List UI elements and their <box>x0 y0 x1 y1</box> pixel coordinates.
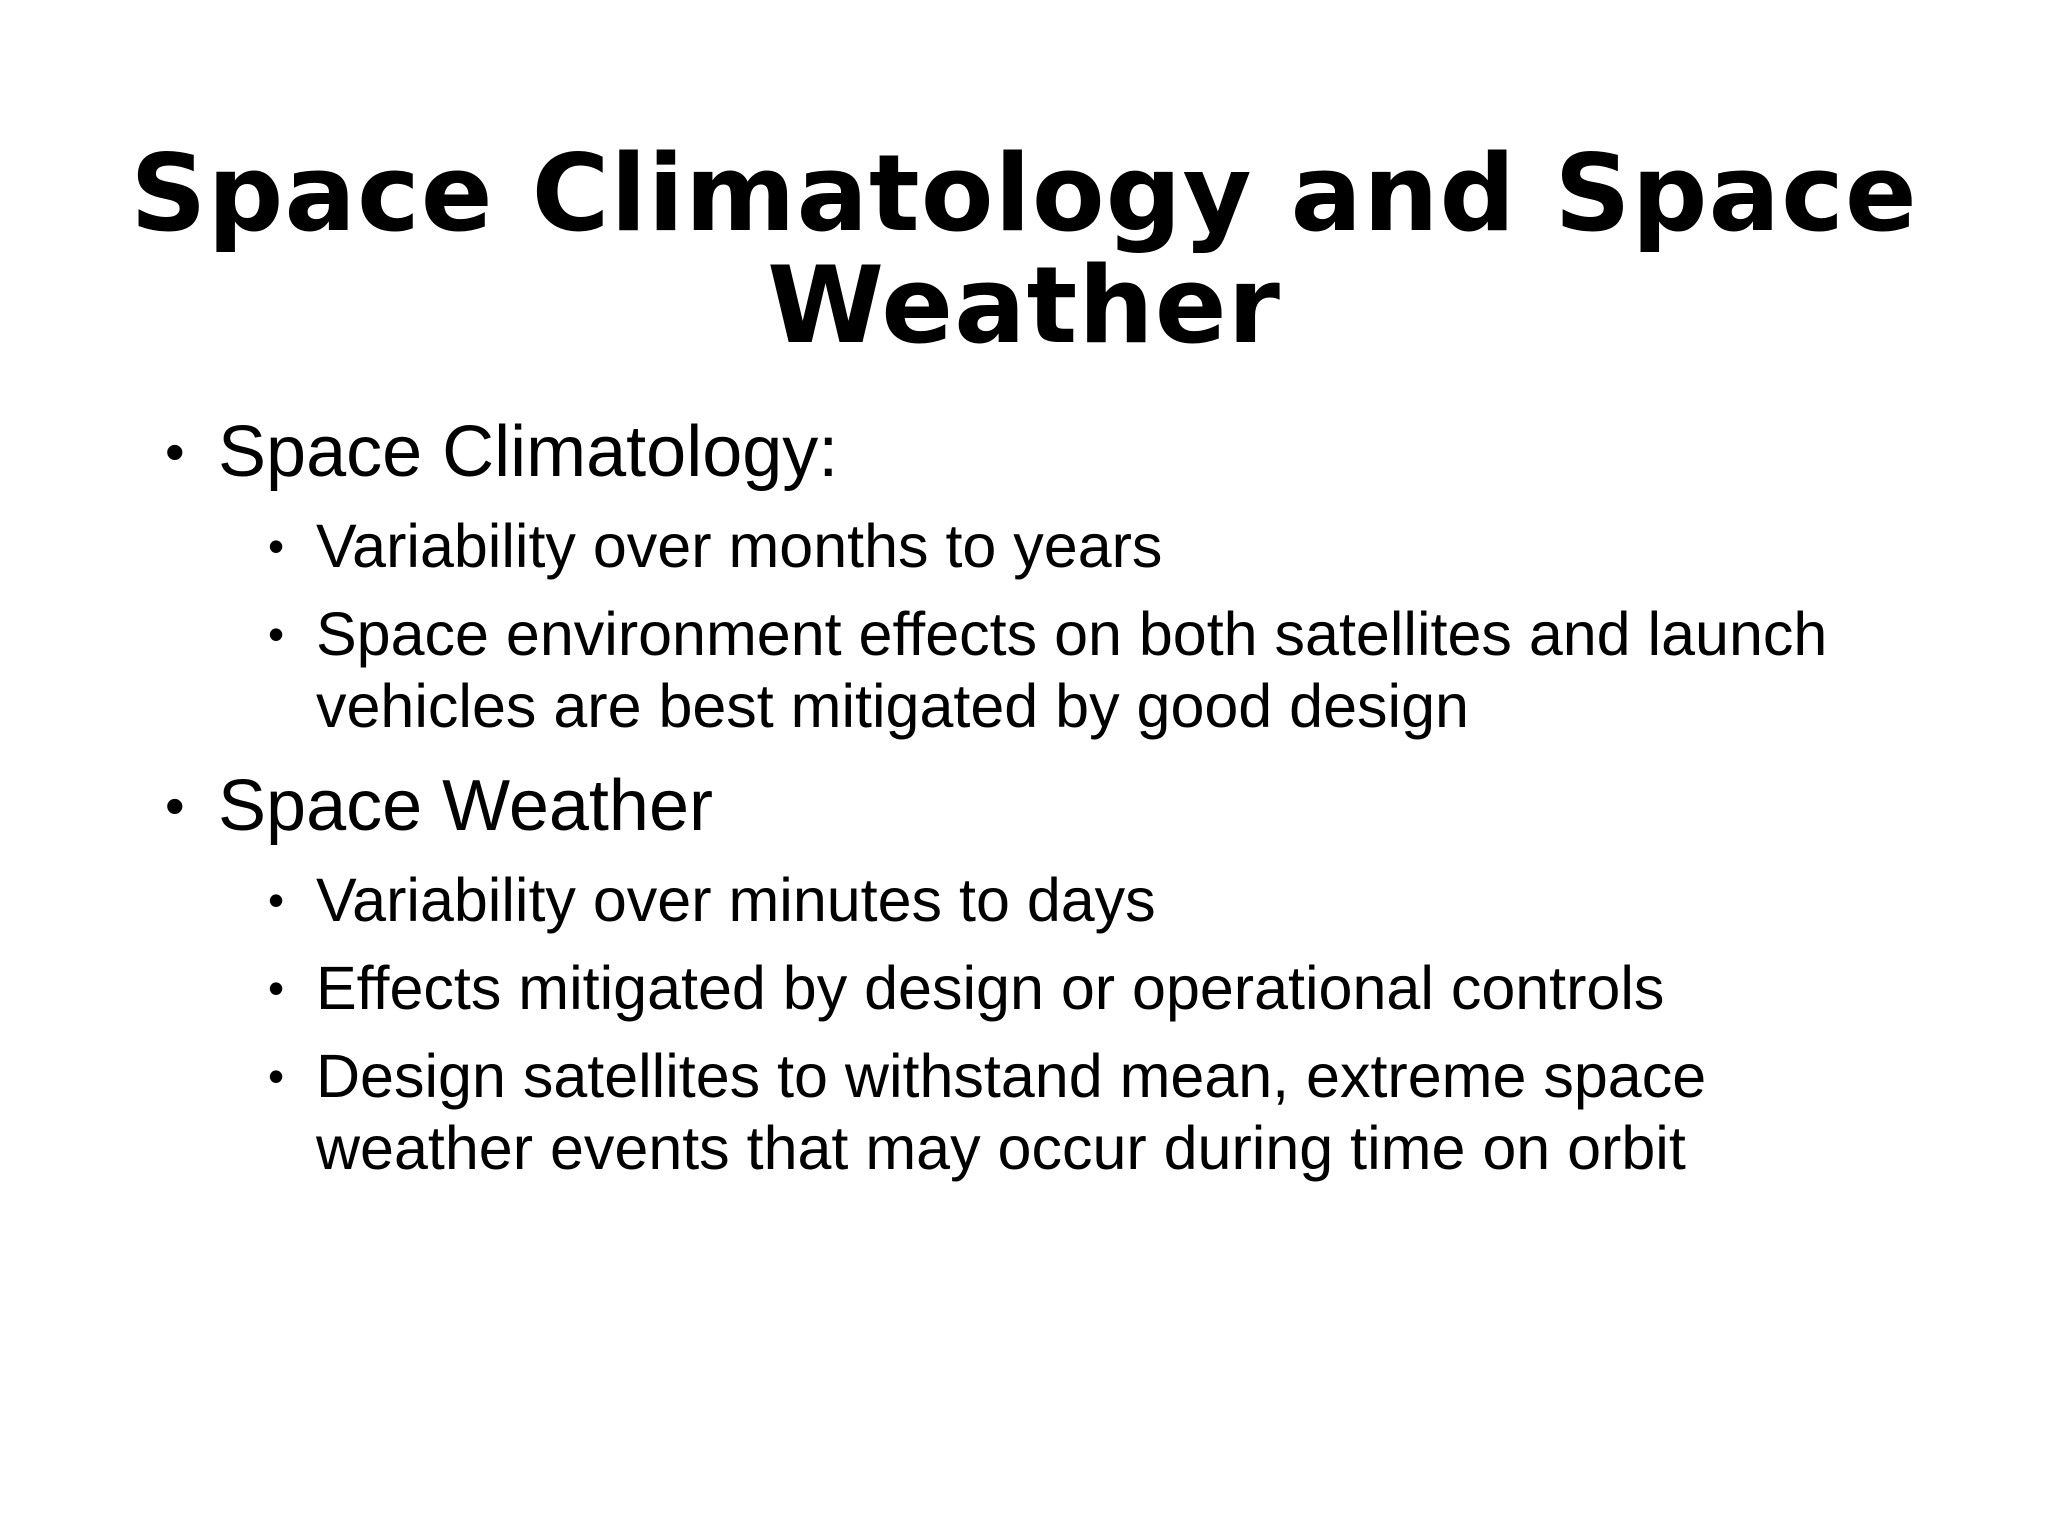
bullet-space-climatology <box>165 410 1885 494</box>
bullet-text: Space Climatology: <box>218 412 839 492</box>
sub-bullet <box>268 1040 1885 1184</box>
sub-bullet-text: Space environment effects on both satellites and launch vehicles are best mitigated by good design <box>316 600 1828 740</box>
bullet-icon: • <box>268 1050 285 1102</box>
sub-bullet <box>268 952 1885 1024</box>
sub-bullet-text: Effects mitigated by design or operational controls <box>316 954 1665 1022</box>
bullet-icon: • <box>268 962 285 1014</box>
title-line-1: Space Climatology and Space <box>130 132 1918 255</box>
bullet-icon: • <box>268 608 285 660</box>
bullet-icon: • <box>165 774 185 837</box>
slide-body <box>165 410 1885 1184</box>
bullet-icon: • <box>268 874 285 926</box>
sub-bullet <box>268 510 1885 582</box>
bullet-icon: • <box>268 520 285 572</box>
sub-bullet <box>268 598 1885 742</box>
sub-bullet <box>268 864 1885 936</box>
sub-bullet-text: Variability over months to years <box>316 512 1163 580</box>
sub-bullet-text: Design satellites to withstand mean, extreme space weather events that may occur during time on orbit <box>316 1042 1707 1182</box>
bullet-text: Space Weather <box>218 766 713 846</box>
bullet-space-weather <box>165 764 1885 848</box>
bullet-icon: • <box>165 420 185 483</box>
sub-bullet-text: Variability over minutes to days <box>316 866 1156 934</box>
title-line-2: Weather <box>767 244 1281 367</box>
slide-title <box>100 132 1948 367</box>
